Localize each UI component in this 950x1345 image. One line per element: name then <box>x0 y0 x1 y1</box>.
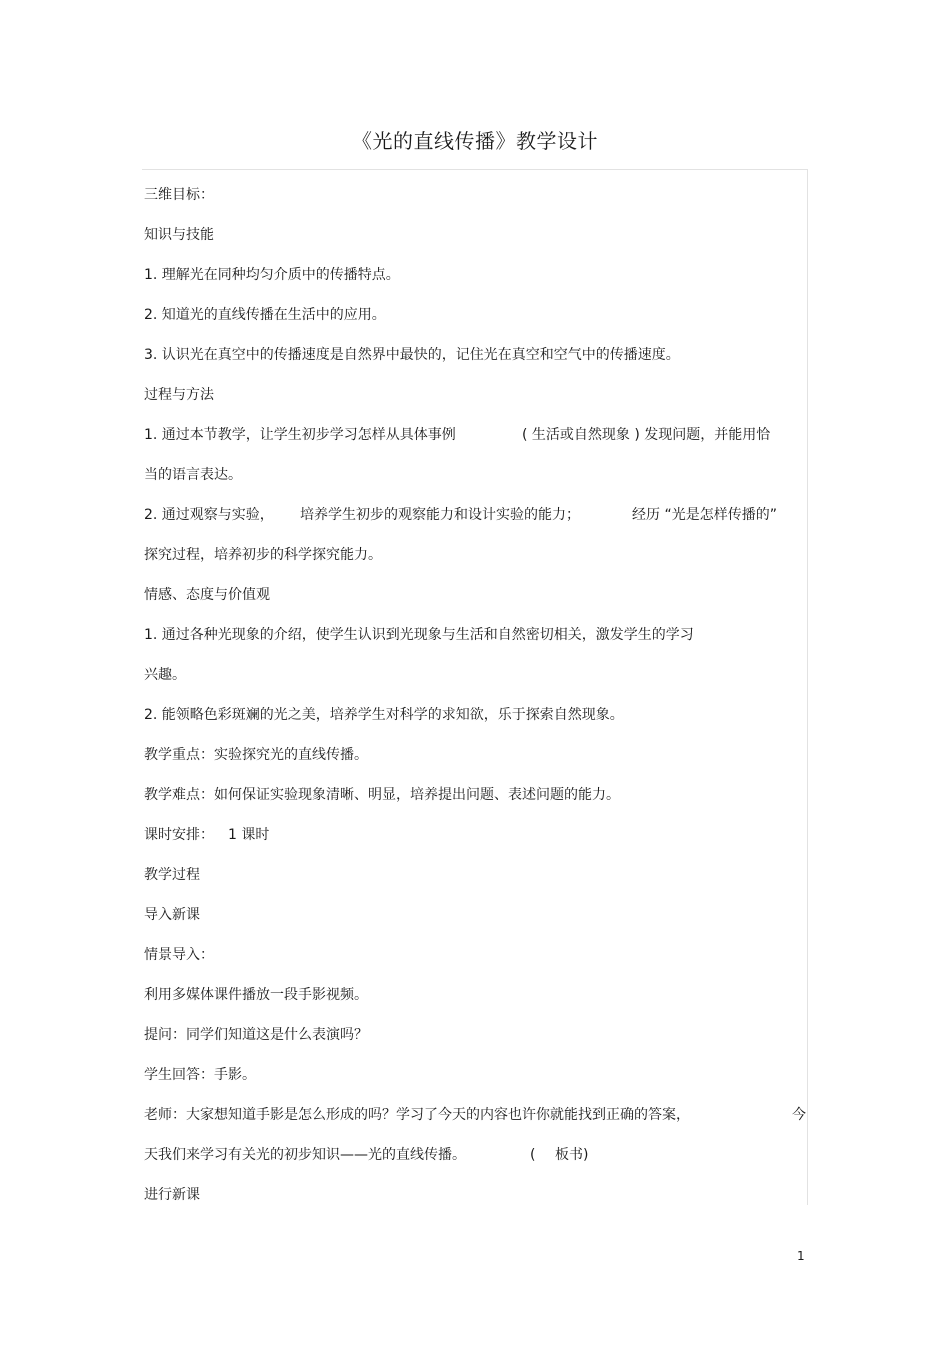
heading-teaching-process: 教学过程 <box>144 867 200 883</box>
knowledge-item-3: 3. 认识光在真空中的传播速度是自然界中最快的，记住光在真空和空气中的传播速度。 <box>144 347 680 363</box>
knowledge-item-2: 2. 知道光的直线传播在生活中的应用。 <box>144 307 386 323</box>
attitude-item-1-continued: 兴趣。 <box>144 667 186 683</box>
teacher-remark-part-a: 老师：大家想知道手影是怎么形成的吗？学习了今天的内容也许你就能找到正确的答案， <box>144 1107 690 1123</box>
heading-knowledge-skills: 知识与技能 <box>144 227 214 243</box>
process-item-2-part-b: 培养学生初步的观察能力和设计实验的能力； <box>300 507 580 523</box>
page-number: 1 <box>797 1249 805 1263</box>
heading-process-methods: 过程与方法 <box>144 387 214 403</box>
multimedia-note: 利用多媒体课件播放一段手影视频。 <box>144 987 368 1003</box>
document-title: 《光的直线传播》教学设计 <box>352 129 598 153</box>
attitude-item-1: 1. 通过各种光现象的介绍，使学生认识到光现象与生活和自然密切相关，激发学生的学习 <box>144 627 694 643</box>
class-schedule-label: 课时安排： <box>144 827 214 843</box>
process-item-1-part-b: ( 生活或自然现象 ) 发现问题，并能用恰 <box>522 427 771 443</box>
teaching-key-point: 教学重点：实验探究光的直线传播。 <box>144 747 368 763</box>
teacher-remark-continued-part-a: 天我们来学习有关光的初步知识——光的直线传播。 <box>144 1147 466 1163</box>
question-line: 提问：同学们知道这是什么表演吗？ <box>144 1027 368 1043</box>
scene-introduction: 情景导入： <box>144 947 214 963</box>
class-schedule-value: 1 课时 <box>228 827 270 843</box>
teacher-remark-part-b: 今 <box>792 1107 806 1123</box>
teaching-difficulty: 教学难点：如何保证实验现象清晰、明显，培养提出问题、表述问题的能力。 <box>144 787 620 803</box>
blackboard-note: 板书) <box>555 1147 589 1163</box>
process-item-2-part-a: 2. 通过观察与实验， <box>144 507 274 523</box>
knowledge-item-1: 1. 理解光在同种均匀介质中的传播特点。 <box>144 267 400 283</box>
heading-attitude-values: 情感、态度与价值观 <box>144 587 270 603</box>
heading-introduction: 导入新课 <box>144 907 200 923</box>
process-item-1-part-a: 1. 通过本节教学，让学生初步学习怎样从具体事例 <box>144 427 456 443</box>
attitude-item-2: 2. 能领略色彩斑斓的光之美，培养学生对科学的求知欲，乐于探索自然现象。 <box>144 707 624 723</box>
student-answer: 学生回答：手影。 <box>144 1067 256 1083</box>
heading-three-dimensional-goals: 三维目标： <box>144 187 214 203</box>
process-item-2-part-c: 经历 “光是怎样传播的” <box>632 507 777 523</box>
heading-new-lesson: 进行新课 <box>144 1187 200 1203</box>
process-item-2-continued: 探究过程，培养初步的科学探究能力。 <box>144 547 382 563</box>
process-item-1-continued: 当的语言表达。 <box>144 467 242 483</box>
blackboard-open-paren: ( <box>530 1147 536 1163</box>
